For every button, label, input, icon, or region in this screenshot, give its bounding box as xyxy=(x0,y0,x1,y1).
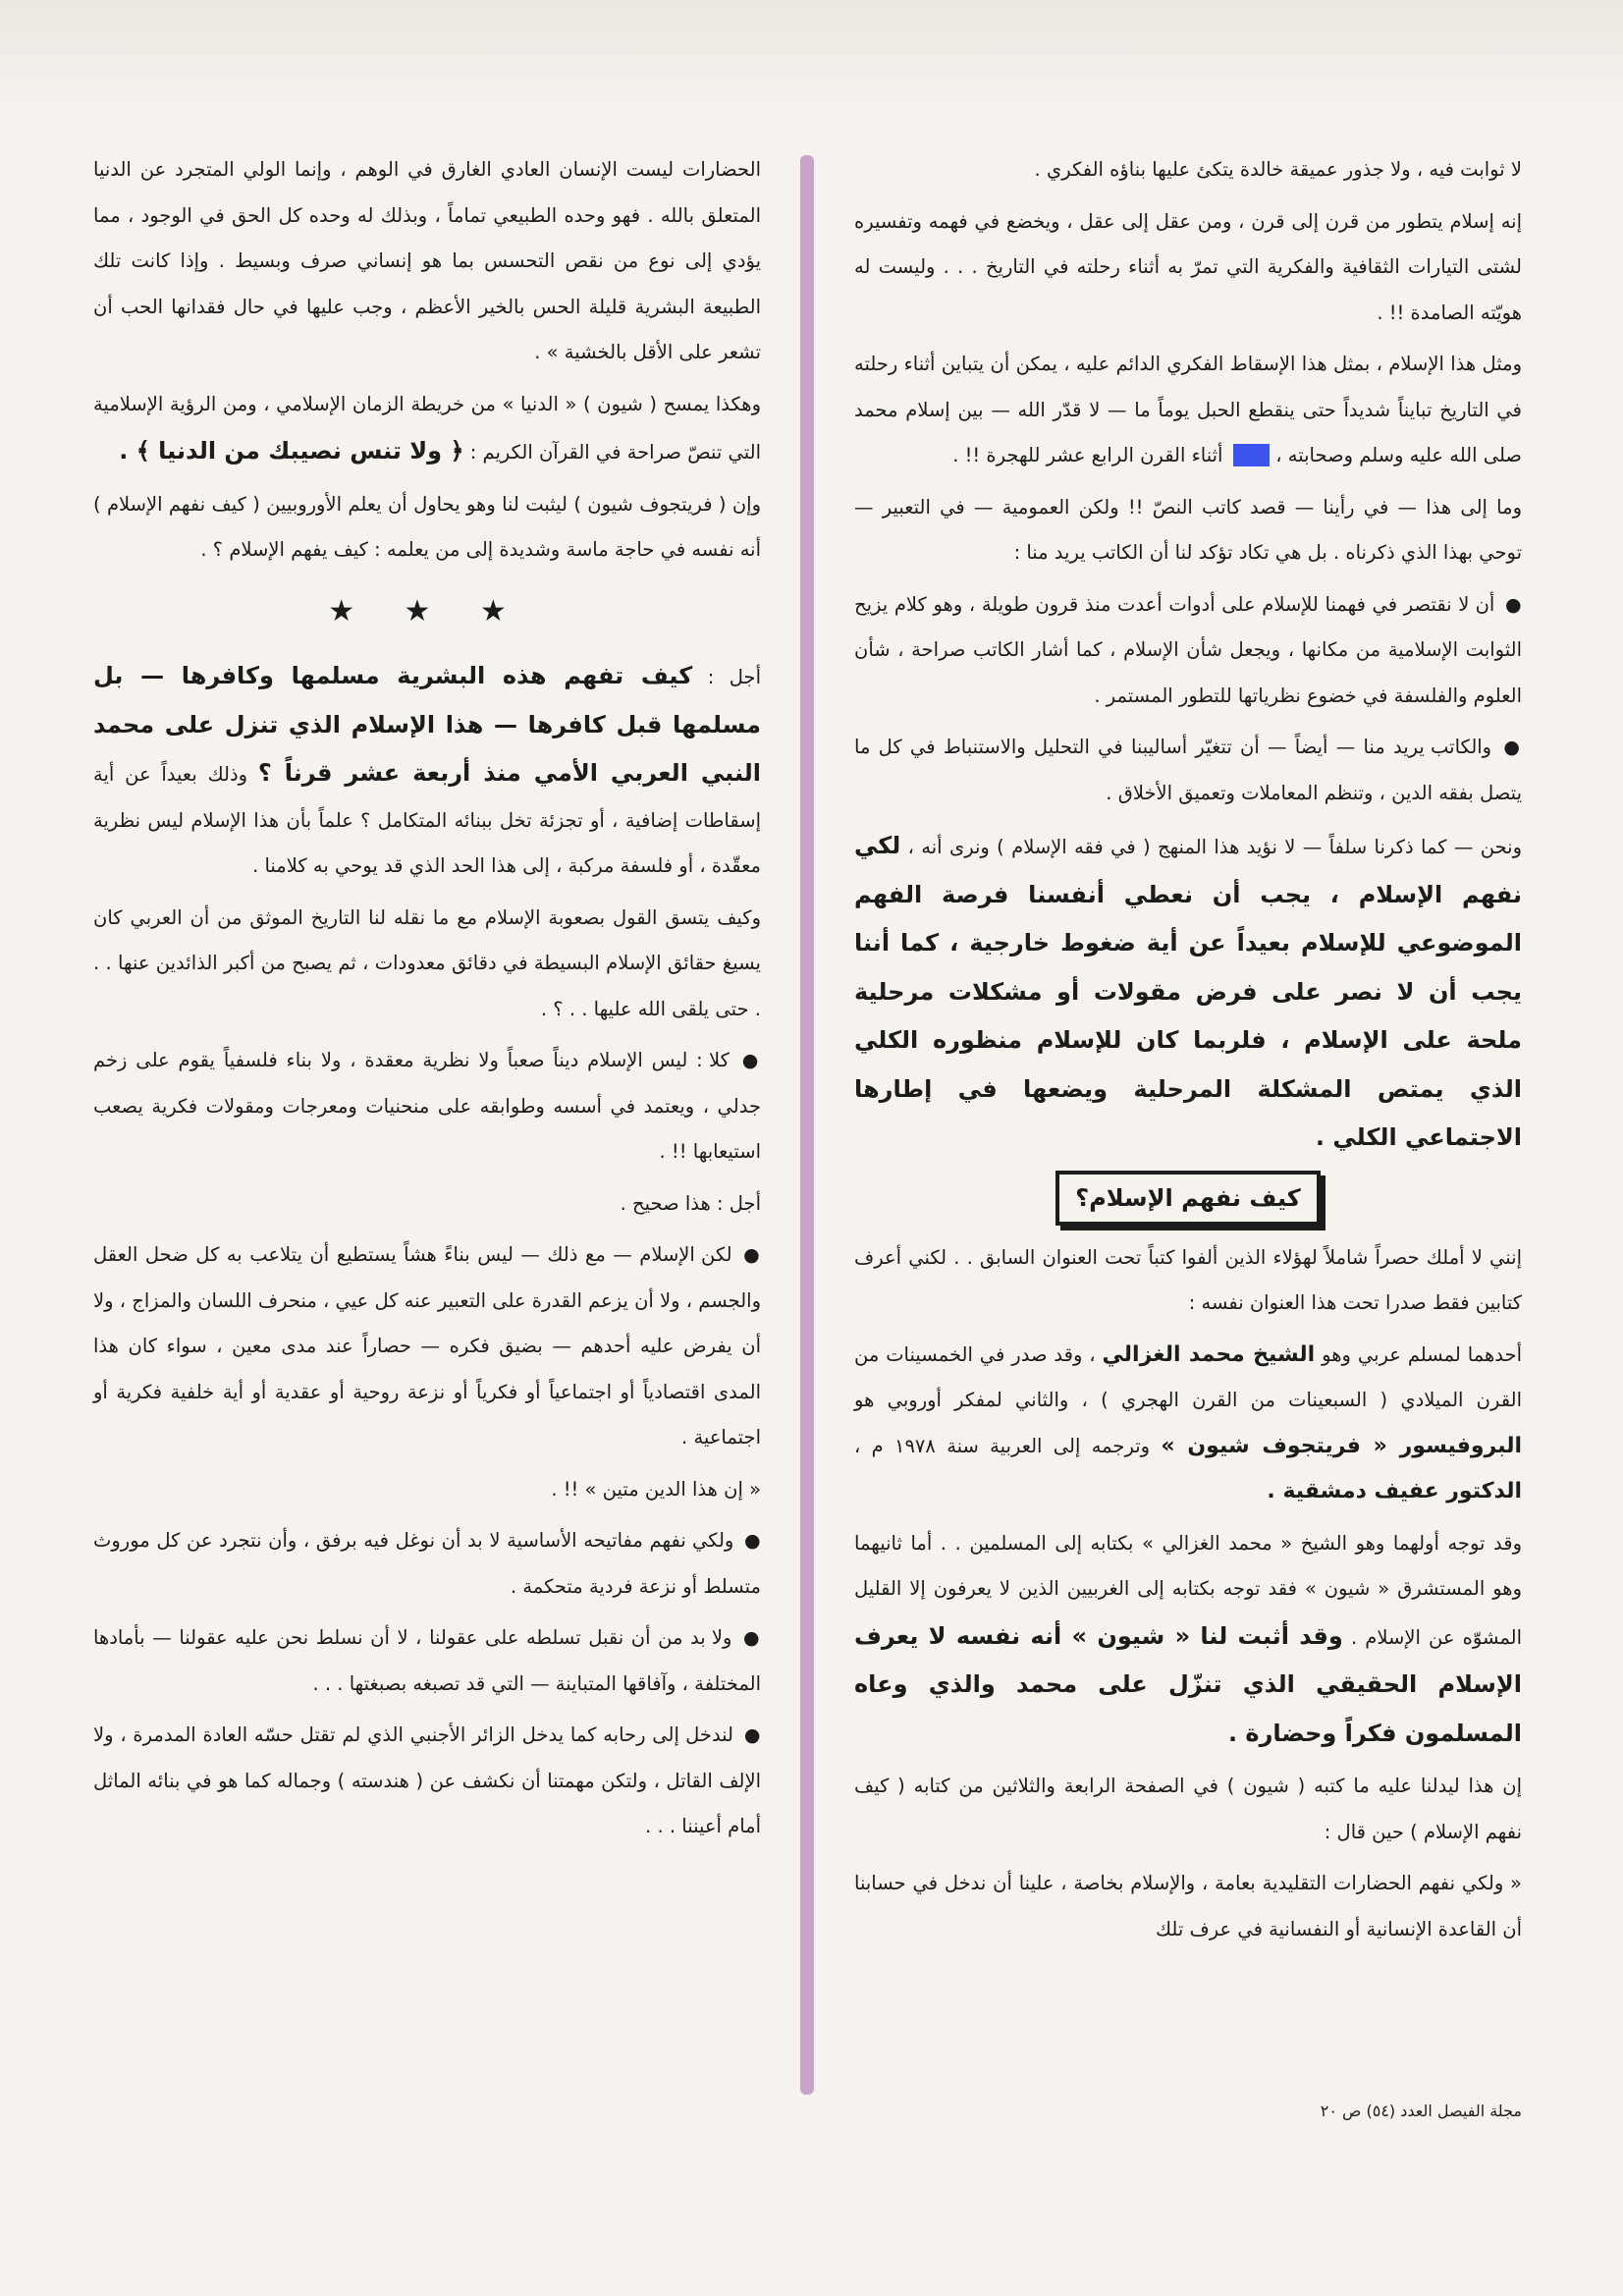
paragraph-text: وقد توجه أولهما وهو الشيخ « محمد الغزالي » بكتابه إلى المسلمين . . أما ثانيهما وهو المستشرق « شيون » فقد توجه بكتابه إلى الغربيين الذين لا يعرفون إلا القليل المشوّه عن الإسلام . xyxy=(854,1531,1522,1649)
page-top-shading xyxy=(0,0,1623,118)
paragraph-text: والكاتب يريد منا — أيضاً — أن تتغيّر أساليبنا في التحليل والاستنباط في كل ما يتصل بفقه الدين ، وتنظم المعاملات وتعميق الأخلاق . xyxy=(854,736,1522,804)
paragraph-text: ومثل هذا الإسلام ، بمثل هذا الإسقاط الفكري الدائم عليه ، يمكن أن يتباين أثناء رحلته في التاريخ تبايناً شديداً حتى ينقطع الحبل يوماً ما — لا قدّر الله — بين إسلام محمد صلى الله عليه وسلم وصحابته ، xyxy=(854,353,1522,466)
bullet-paragraph xyxy=(93,1518,761,1610)
paragraph-text: أحدهما لمسلم عربي وهو xyxy=(1322,1342,1522,1366)
paragraph-text: لكن الإسلام — مع ذلك — ليس بناءً هشاً يستطيع أن يتلاعب به كل ضحل العقل والجسم ، ولا أن يزعم القدرة على التعبير عنه كل عيي ، منحرف اللسان والمزاج ، ولا أن يفرض عليه أحدهم — بضيق فكره — حصاراً عند مدى معين ، سواء كان هذا المدى اقتصادياً أو اجتماعياً أو فكرياً أو نزعة روحية أو عقدية أو أية خلفية فكرية أو اجتماعية . xyxy=(93,1243,761,1449)
paragraph: وكيف يتسق القول بصعوبة الإسلام مع ما نقله لنا التاريخ الموثق من أن العربي كان يسيغ حقائق الإسلام البسيطة في دقائق معدودات ، ثم يصبح من أكبر الذائدين عنها . . . حتى يلقى الله عليها . . ؟ . xyxy=(93,905,761,1020)
paragraph-text: ولكي نفهم مفاتيحه الأساسية لا بد أن نوغل فيه برفق ، وأن نتجرد عن كل موروث متسلط أو نزعة فردية متحكمة . xyxy=(93,1529,761,1598)
paragraph: لا ثوابت فيه ، ولا جذور عميقة خالدة يتكئ عليها بناؤه الفكري . xyxy=(1034,158,1522,181)
paragraph: إن هذا ليدلنا عليه ما كتبه ( شيون ) في الصفحة الرابعة والثلاثين من كتابه ( كيف نفهم الإسلام ) حين قال : xyxy=(854,1775,1522,1843)
bullet-icon: ● xyxy=(743,1724,761,1746)
highlight-mark: و xyxy=(1233,444,1270,466)
bullet-paragraph xyxy=(854,582,1522,720)
paragraph: وما إلى هذا — في رأينا — قصد كاتب النصّ !! ولكن العمومية — في التعبير — توحي بهذا الذي ذكرناه . بل هي تكاد تؤكد لنا أن الكاتب يريد منا : xyxy=(854,495,1522,564)
section-heading-box: كيف نفهم الإسلام؟ xyxy=(1055,1171,1320,1226)
paragraph-text: ، وقد صدر في الخمسينات من القرن الميلادي ( السبعينات من القرن الهجري ) ، والثاني لمفكر أوروبي هو xyxy=(854,1342,1522,1411)
paragraph-text: وترجمه إلى العربية سنة ١٩٧٨ م ، xyxy=(854,1434,1151,1457)
page-footer: مجلة الفيصل العدد (٥٤) ص ٢٠ xyxy=(1320,2102,1522,2120)
paragraph: إنه إسلام يتطور من قرن إلى قرن ، ومن عقل إلى عقل ، ويخضع في فهمه وتفسيره لشتى التيارات الثقافية والفكرية التي تمرّ به أثناء رحلته في التاريخ . . . وليست له هويّته الصامدة !! . xyxy=(854,209,1522,324)
bullet-icon: ● xyxy=(743,1530,761,1552)
paragraph xyxy=(854,822,1522,1163)
paragraph-text: ولا بد من أن نقبل تسلطه على عقولنا ، لا أن نسلط نحن عليه عقولنا — بأمادها المختلفة ، وآفاقها المتباينة — التي قد تصبغه بصبغتها . . . xyxy=(93,1626,761,1695)
bold-statement: لكي نفهم الإسلام ، يجب أن نعطي أنفسنا فرصة الفهم الموضوعي للإسلام بعيداً عن أية ضغوط خارجية ، كما أننا يجب أن لا نصر على فرض مقولات أو مشكلات مرحلية ملحة على الإسلام ، فلربما كان للإسلام منظوره الكلي الذي يمتص المشكلة المرحلية ويضعها في إطارها الاجتماعي الكلي . xyxy=(854,832,1522,1151)
left-column xyxy=(93,147,761,1856)
paragraph-text: لندخل إلى رحابه كما يدخل الزائر الأجنبي الذي لم تقتل حسّه العادة المدمرة ، ولا الإلف القاتل ، ولتكن مهمتنا أن نكشف عن ( هندسته ) وجماله كما هو في بنائه الماثل أمام أعيننا . . . xyxy=(93,1723,761,1837)
right-column xyxy=(854,147,1522,1958)
bullet-paragraph xyxy=(93,1713,761,1850)
paragraph-text: وهكذا يمسح ( شيون ) « الدنيا » من خريطة الزمان الإسلامي ، ومن الرؤية الإسلامية التي تنصّ صراحة في القرآن الكريم : xyxy=(93,392,761,464)
bullet-paragraph xyxy=(93,1615,761,1707)
bullet-icon: ● xyxy=(741,1050,761,1071)
paragraph-text: ونحن — كما ذكرنا سلفاً — لا نؤيد هذا المنهج ( في فقه الإسلام ) ونرى أنه ، xyxy=(907,836,1523,858)
quote-paragraph: « ولكي نفهم الحضارات التقليدية بعامة ، والإسلام بخاصة ، علينا أن ندخل في حسابنا أن القاعدة الإنسانية أو النفسانية في عرف تلك xyxy=(854,1872,1522,1941)
paragraph-text: كلا : ليس الإسلام ديناً صعباً ولا نظرية معقدة ، ولا بناء فلسفياً يقوم على زخم جدلي ، ويعتمد في أسسه وطوابقه على منحنيات ومعرجات ومقولات فكرية يصعب استيعابها !! . xyxy=(93,1049,761,1163)
bullet-paragraph xyxy=(93,1232,761,1461)
bullet-paragraph xyxy=(854,725,1522,816)
bullet-paragraph xyxy=(93,1038,761,1175)
paragraph-text: وذلك بعيداً عن أية إسقاطات إضافية ، أو تجزئة تخل ببنائه المتكامل ؟ علماً بأن هذا الإسلام ليس نظرية معقّدة ، أو فلسفة مركبة ، إلى هذا الحد الذي قد يوحي به كلامنا . xyxy=(93,763,761,877)
paragraph xyxy=(93,382,761,476)
section-heading-wrapper xyxy=(854,1171,1522,1226)
quote-paragraph: « إن هذا الدين متين » !! . xyxy=(551,1477,761,1501)
paragraph xyxy=(854,1521,1522,1759)
paragraph: إنني لا أملك حصراً شاملاً لهؤلاء الذين ألفوا كتباً تحت العنوان السابق . . لكني أعرف كتابين فقط صدرا تحت هذا العنوان نفسه : xyxy=(854,1245,1522,1314)
bullet-icon: ● xyxy=(1503,737,1522,758)
bullet-icon: ● xyxy=(1504,593,1522,616)
paragraph: أجل : هذا صحيح . xyxy=(620,1191,761,1215)
bold-statement: وقد أثبت لنا « شيون » أنه نفسه لا يعرف الإسلام الحقيقي الذي تنزّل على محمد والذي وعاه المسلمون فكراً وحضارة . xyxy=(854,1621,1522,1747)
bullet-icon: ● xyxy=(743,1627,761,1649)
bullet-icon: ● xyxy=(743,1244,761,1266)
quote-paragraph: الحضارات ليست الإنسان العادي الغارق في الوهم ، وإنما الولي المتجرد عن الدنيا المتعلق بالله . فهو وحده الطبيعي تماماً ، وبذلك له وحده كل الحق في الوجود ، مما يؤدي إلى نوع من نقص التحسس بما هو إنساني صرف وبسيط . وإذا كانت تلك الطبيعة البشرية قليلة الحس بالخير الأعظم ، وجب عليها في حال فقدانها الحب أن تشعر على الأقل بالخشية » . xyxy=(93,158,761,363)
section-separator-stars: ★ ★ ★ xyxy=(328,593,526,629)
quran-verse: ﴿ ولا تنس نصيبك من الدنيا ﴾ . xyxy=(119,437,464,465)
translator-name: الدكتور عفيف دمشقية . xyxy=(1267,1479,1522,1503)
column-divider xyxy=(800,155,814,2095)
author-name: البروفيسور « فريتجوف شيون » xyxy=(1161,1433,1522,1458)
paragraph xyxy=(854,342,1522,479)
author-name: الشيخ محمد الغزالي xyxy=(1102,1341,1316,1367)
paragraph xyxy=(854,1333,1522,1515)
paragraph xyxy=(93,652,761,890)
paragraph-text: أجل : xyxy=(707,666,761,688)
bold-statement: كيف تفهم هذه البشرية مسلمها وكافرها — بل مسلمها قبل كافرها — هذا الإسلام الذي تنزل على محمد النبي العربي الأمي منذ أربعة عشر قرناً ؟ xyxy=(93,662,761,787)
paragraph-text: أثناء القرن الرابع عشر للهجرة !! . xyxy=(952,444,1223,466)
paragraph-text: أن لا نقتصر في فهمنا للإسلام على أدوات أعدت منذ قرون طويلة ، وهو كلام يزيح الثوابت الإسلامية من مكانها ، ويجعل شأن الإسلام ، كما أشار الكاتب صراحة ، شأن العلوم والفلسفة في خضوع نظرياتها للتطور المستمر . xyxy=(854,592,1522,707)
paragraph: وإن ( فريتجوف شيون ) ليثبت لنا وهو يحاول أن يعلم الأوروبيين ( كيف نفهم الإسلام ) أنه نفسه في حاجة ماسة وشديدة إلى من يعلمه : كيف يفهم الإسلام ؟ . xyxy=(93,492,761,561)
